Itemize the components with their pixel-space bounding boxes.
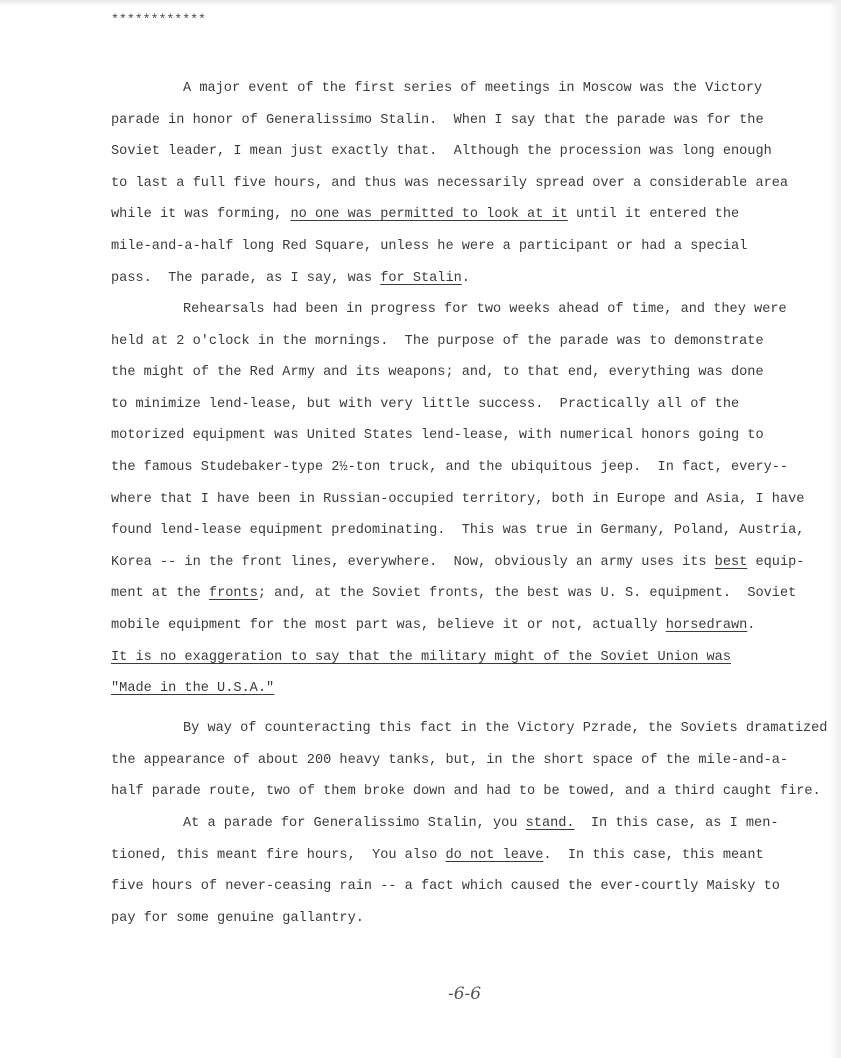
text-line <box>111 673 831 705</box>
text-line <box>111 808 831 840</box>
text-line: to minimize lend-lease, but with very little success. Practically all of the <box>111 396 740 412</box>
paragraph-3 <box>111 713 831 808</box>
text-segment: At a parade for Generalissimo Stalin, you <box>183 816 526 831</box>
text-line: A major event of the first series of meetings in Moscow was the Victory <box>183 81 763 96</box>
paragraph-2 <box>111 294 831 705</box>
text-segment: pass. The parade, as I say, was <box>111 270 381 286</box>
text-line: the famous Studebaker-type 2½-ton truck, and the ubiquitous jeep. In fact, every-- <box>111 459 789 475</box>
text-segment: In this case, as I men- <box>574 816 779 831</box>
text-line: five hours of never-ceasing rain -- a fact which caused the ever-courtly Maisky to <box>111 879 780 895</box>
underlined-text: no one was permitted to look at it <box>290 207 568 223</box>
text-segment: tioned, this meant fire hours, You also <box>111 847 446 863</box>
text-segment: ; and, at the Soviet fronts, the best was U. S. equipment. Soviet <box>257 586 797 602</box>
text-line <box>111 199 831 231</box>
text-line: By way of counteracting this fact in the Victory Pzrade, the Soviets dramatized <box>183 721 828 736</box>
text-segment: equip- <box>747 554 805 570</box>
text-line: where that I have been in Russian-occupied territory, both in Europe and Asia, I have <box>111 491 805 507</box>
text-segment: mobile equipment for the most part was, believe it or not, actually <box>111 617 666 633</box>
text-line: to last a full five hours, and thus was necessarily spread over a considerable area <box>111 175 789 191</box>
paragraph-4 <box>111 808 831 934</box>
underlined-text: best <box>714 554 748 570</box>
text-line <box>111 578 831 610</box>
text-line: half parade route, two of them broke down and had to be towed, and a third caught fire. <box>111 784 821 800</box>
text-line: held at 2 o'clock in the mornings. The purpose of the parade was to demonstrate <box>111 333 764 349</box>
paragraph-1 <box>111 73 831 294</box>
text-segment: . <box>461 270 470 286</box>
text-line: Rehearsals had been in progress for two weeks ahead of time, and they were <box>183 302 787 317</box>
text-line: the might of the Red Army and its weapons; and, to that end, everything was done <box>111 365 764 381</box>
text-segment: while it was forming, <box>111 207 291 223</box>
underlined-text: It is no exaggeration to say that the military might of the Soviet Union was <box>111 649 731 665</box>
underlined-text: fronts <box>208 586 258 602</box>
text-line: mile-and-a-half long Red Square, unless he were a participant or had a special <box>111 238 748 254</box>
underlined-text: horsedrawn <box>665 617 748 633</box>
text-line <box>111 840 831 872</box>
text-line <box>111 610 831 642</box>
underlined-text: "Made in the U.S.A." <box>111 681 275 697</box>
underlined-text: for Stalin <box>380 270 462 286</box>
text-line: pay for some genuine gallantry. <box>111 910 364 926</box>
page-edge-shadow-top <box>0 0 841 6</box>
text-line <box>111 547 831 579</box>
text-line <box>111 263 831 295</box>
text-line: motorized equipment was United States lend-lease, with numerical honors going to <box>111 428 764 444</box>
page-number: -6-6 <box>448 984 482 1004</box>
text-segment: until it entered the <box>567 207 740 223</box>
text-line <box>111 642 831 674</box>
text-segment: ment at the <box>111 586 209 602</box>
text-segment: Korea -- in the front lines, everywhere. Now, obviously an army uses its <box>111 554 715 570</box>
text-line: Soviet leader, I mean just exactly that. Although the procession was long enough <box>111 144 772 160</box>
text-segment: . <box>747 617 756 633</box>
text-line: found lend-lease equipment predominating. This was true in Germany, Poland, Austria, <box>111 523 805 539</box>
section-separator-stars: ************ <box>111 12 206 27</box>
underlined-text: stand. <box>525 816 575 831</box>
underlined-text: do not leave <box>445 847 544 863</box>
text-line: the appearance of about 200 heavy tanks, but, in the short space of the mile-and-a- <box>111 752 789 768</box>
text-segment: . In this case, this meant <box>543 847 764 863</box>
text-line: parade in honor of Generalissimo Stalin. When I say that the parade was for the <box>111 112 764 128</box>
